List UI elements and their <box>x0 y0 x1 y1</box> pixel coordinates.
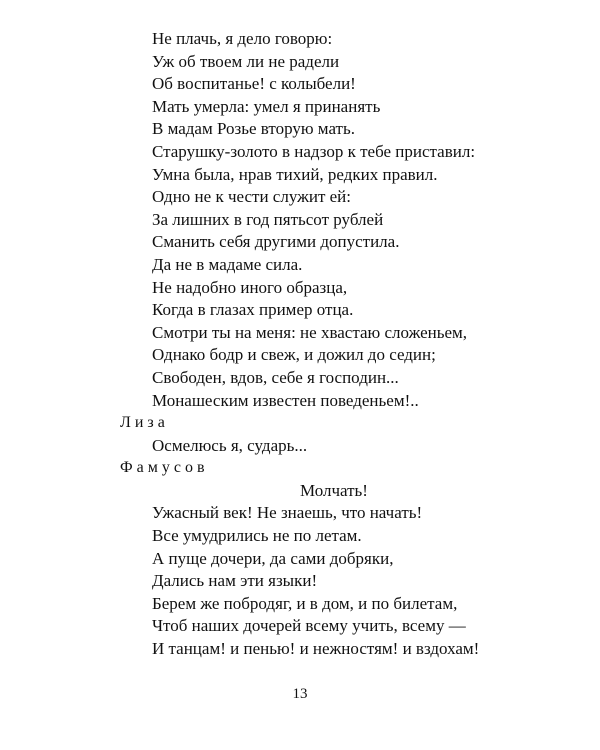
verse-line: Смотри ты на меня: не хвастаю сложеньем, <box>152 322 468 342</box>
verse-line: Не плачь, я дело говорю: <box>152 29 333 48</box>
verse-line: Уж об твоем ли не радели <box>152 51 340 71</box>
verse-text <box>120 28 572 661</box>
verse-line: В мадам Розье вторую мать. <box>152 119 355 139</box>
verse-line: Одно не к чести служит ей: <box>152 187 351 207</box>
verse-line: Чтоб наших дочерей всему учить, всему — <box>152 616 466 636</box>
speaker-name-famusov: Фамусов <box>120 459 209 477</box>
verse-line: Осмелюсь я, сударь... <box>152 435 308 455</box>
verse-line: Не надобно иного образца, <box>152 277 348 297</box>
verse-line: Умна была, нрав тихий, редких правил. <box>152 164 438 184</box>
verse-line: Об воспитанье! с колыбели! <box>152 74 356 94</box>
verse-line: Все умудрились не по летам. <box>152 526 362 546</box>
page-number: 13 <box>292 686 308 702</box>
verse-line: А пуще дочери, да сами добряки, <box>152 548 394 568</box>
verse-line: За лишних в год пятьсот рублей <box>152 209 384 229</box>
verse-line: Мать умерла: умел я принанять <box>152 96 381 116</box>
verse-line: И танцам! и пенью! и нежностям! и вздохам! <box>152 639 480 659</box>
speaker-name-liza: Лиза <box>120 414 169 432</box>
verse-line: Когда в глазах пример отца. <box>152 300 354 320</box>
verse-line: Да не в мадаме сила. <box>152 254 303 274</box>
verse-line: Сманить себя другими допустила. <box>152 232 400 252</box>
verse-line: Ужасный век! Не знаешь, что начать! <box>152 503 423 523</box>
verse-line: Дались нам эти языки! <box>152 571 318 591</box>
verse-line: Молчать! <box>300 480 368 500</box>
verse-line: Старушку-золото в надзор к тебе приставил: <box>152 141 476 161</box>
verse-line: Монашеским известен поведеньем!.. <box>152 390 419 410</box>
verse-line: Свободен, вдов, себе я господин... <box>152 367 399 387</box>
verse-line: Однако бодр и свеж, и дожил до седин; <box>152 345 436 365</box>
verse-line: Берем же побродяг, и в дом, и по билетам, <box>152 593 458 613</box>
